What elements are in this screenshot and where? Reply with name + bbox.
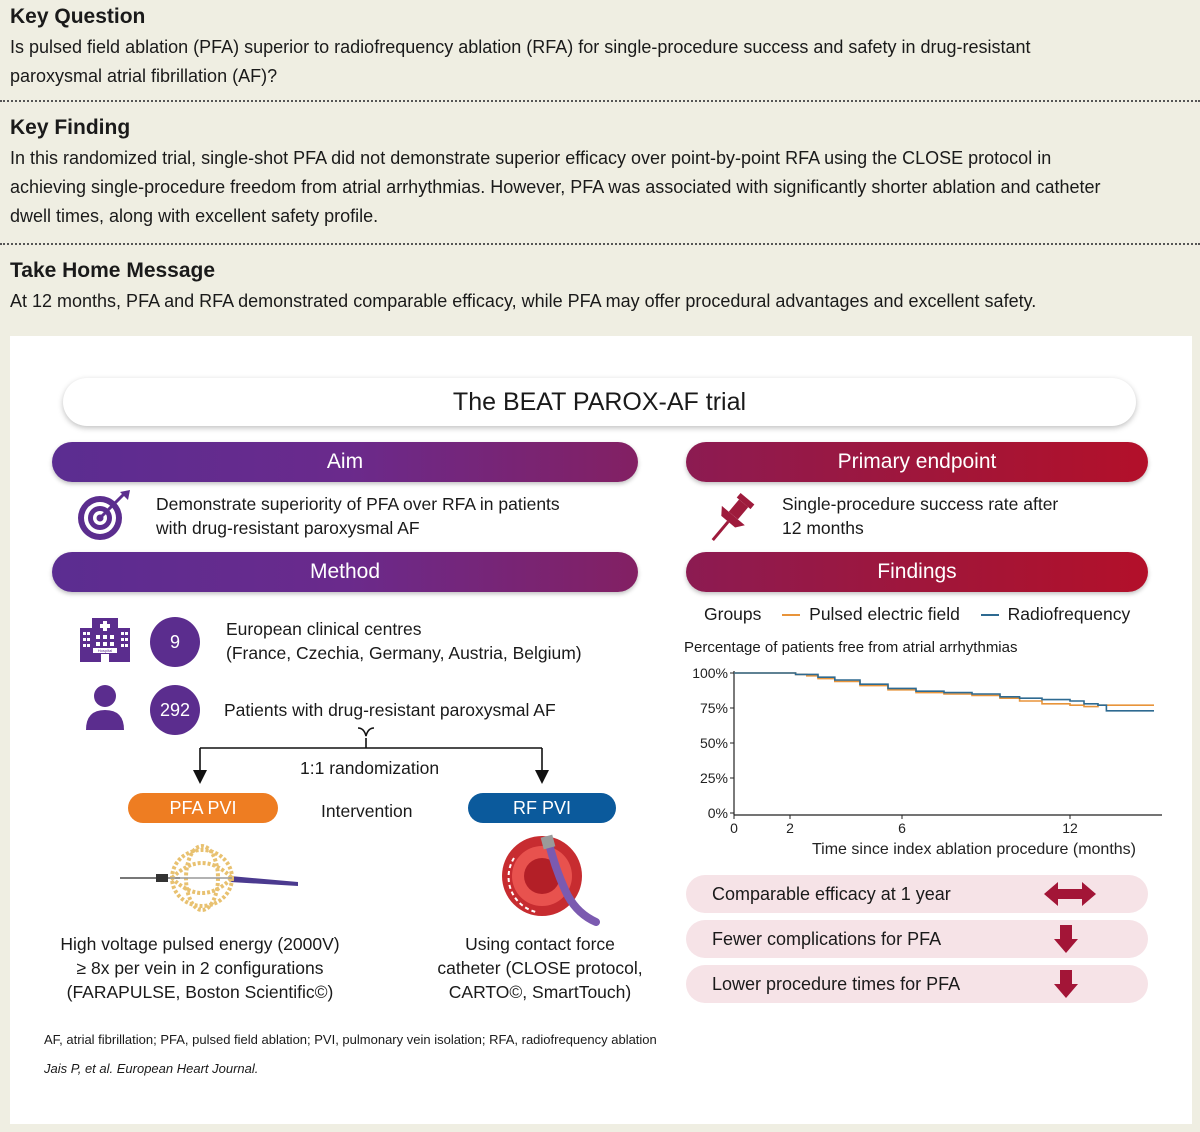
x-tick-label: 12 [1062, 820, 1078, 836]
x-tick-label: 2 [786, 820, 794, 836]
target-icon [74, 488, 136, 542]
key-finding-line: dwell times, along with excellent safety profile. [10, 206, 379, 226]
y-tick-label: 50% [699, 735, 728, 751]
rf-description [420, 932, 660, 1004]
method-header: Method [52, 552, 638, 592]
x-tick-label: 6 [898, 820, 906, 836]
y-tick-label: 0% [707, 805, 728, 821]
findings-header: Findings [686, 552, 1148, 592]
graphical-abstract-panel [10, 336, 1192, 1124]
key-question-heading: Key Question [10, 5, 146, 28]
dotted-divider [0, 243, 1200, 245]
result-row-procedure-times [686, 965, 1148, 1003]
down-arrow-icon [1054, 925, 1078, 953]
centres-text [226, 617, 582, 665]
y-tick-label: 100% [692, 665, 728, 681]
legend-swatch-rf [981, 614, 999, 616]
rf-desc-line: CARTO©, SmartTouch) [448, 982, 632, 1002]
result-text: Comparable efficacy at 1 year [712, 884, 951, 904]
x-tick-label: 0 [730, 820, 738, 836]
km-chart [674, 658, 1174, 870]
centres-line: European clinical centres [226, 619, 422, 639]
y-tick-label: 75% [699, 700, 728, 716]
series-line-rf [734, 673, 1154, 711]
legend-label-pfa: Pulsed electric field [809, 604, 960, 624]
double-arrow-icon [1044, 881, 1096, 907]
rf-desc-line: Using contact force [465, 934, 615, 954]
endpoint-line: Single-procedure success rate after [782, 494, 1059, 514]
patients-count-badge: 292 [150, 685, 200, 735]
rf-desc-line: catheter (CLOSE protocol, [437, 958, 643, 978]
abbreviations-footnote: AF, atrial fibrillation; PFA, pulsed field ablation; PVI, pulmonary vein isolation; RFA, radiofrequency ablation [44, 1032, 657, 1047]
aim-text [156, 492, 560, 540]
series-line-pfa [734, 673, 1154, 707]
y-tick-label: 25% [699, 770, 728, 786]
key-finding-heading: Key Finding [10, 116, 131, 139]
aim-line: Demonstrate superiority of PFA over RFA in patients [156, 494, 560, 514]
legend-swatch-pfa [782, 614, 800, 616]
key-question-line: paroxysmal atrial fibrillation (AF)? [10, 66, 278, 86]
result-row-complications [686, 920, 1148, 958]
centres-line: (France, Czechia, Germany, Austria, Belgium) [226, 643, 582, 663]
result-text: Lower procedure times for PFA [712, 974, 961, 994]
endpoint-line: 12 months [782, 518, 864, 538]
pfa-desc-line: High voltage pulsed energy (2000V) [60, 934, 340, 954]
key-finding-line: In this randomized trial, single-shot PFA did not demonstrate superior efficacy over point-by-point RFA using the CLOSE protocol in [10, 148, 1052, 168]
primary-endpoint-header: Primary endpoint [686, 442, 1148, 482]
pushpin-icon [702, 488, 758, 548]
chart-title: Percentage of patients free from atrial arrhythmias [684, 639, 1018, 656]
take-home-heading: Take Home Message [10, 259, 216, 282]
legend-label-rf: Radiofrequency [1007, 604, 1131, 624]
down-arrow-icon [1054, 970, 1078, 998]
legend [704, 602, 1130, 626]
legend-title: Groups [704, 604, 762, 624]
rf-catheter-illustration [500, 832, 600, 928]
x-axis-label: Time since index ablation procedure (months) [811, 841, 1137, 858]
centres-count-badge: 9 [150, 617, 200, 667]
pfa-catheter-illustration [120, 838, 300, 918]
pfa-pvi-tag: PFA PVI [128, 793, 278, 823]
take-home-line: At 12 months, PFA and RFA demonstrated comparable efficacy, while PFA may offer procedural advantages and excellent safety. [10, 291, 1037, 311]
pfa-description [40, 932, 360, 1004]
pfa-desc-line: (FARAPULSE, Boston Scientific©) [66, 982, 334, 1002]
svg-text:Hospital: Hospital [97, 648, 113, 653]
aim-header: Aim [52, 442, 638, 482]
randomization-label: 1:1 randomization [300, 758, 440, 778]
rf-pvi-tag: RF PVI [468, 793, 616, 823]
dotted-divider [0, 100, 1200, 102]
result-text: Fewer complications for PFA [712, 929, 942, 949]
hospital-icon [78, 616, 132, 664]
patients-text: Patients with drug-resistant paroxysmal AF [224, 700, 556, 720]
key-question-line: Is pulsed field ablation (PFA) superior to radiofrequency ablation (RFA) for single-procedure success and safety in drug-resistant [10, 37, 1031, 57]
person-icon [84, 684, 126, 730]
pfa-desc-line: ≥ 8x per vein in 2 configurations [76, 958, 324, 978]
key-finding-line: achieving single-procedure freedom from atrial arrhythmias. However, PFA was associated with significantly shorter ablation and catheter [10, 177, 1101, 197]
primary-endpoint-text [782, 492, 1058, 540]
take-home-section [10, 258, 1190, 316]
result-row-efficacy [686, 875, 1148, 913]
aim-line: with drug-resistant paroxysmal AF [156, 518, 420, 538]
key-question-section [10, 4, 1190, 91]
citation: Jais P, et al. European Heart Journal. [44, 1061, 259, 1076]
trial-title: The BEAT PAROX-AF trial [63, 378, 1136, 426]
key-finding-section [10, 115, 1190, 231]
intervention-label: Intervention [321, 801, 413, 821]
